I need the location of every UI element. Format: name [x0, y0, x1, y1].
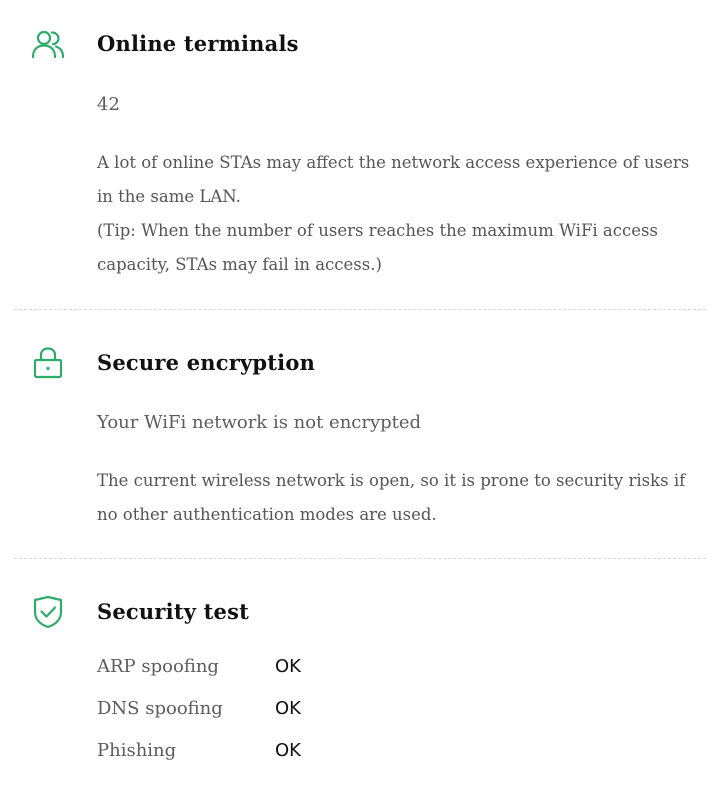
section-title: Security test — [97, 599, 250, 624]
users-icon — [30, 27, 66, 63]
lock-icon — [30, 345, 66, 381]
encryption-status: Your WiFi network is not encrypted — [97, 412, 422, 433]
dns-spoofing-label: DNS spoofing — [97, 698, 223, 719]
encryption-description: The current wireless network is open, so it is prone to security risks if no other authentication modes are used. — [97, 471, 691, 524]
online-terminals-description: A lot of online STAs may affect the network access experience of users in the same LAN. — [97, 153, 695, 206]
section-title: Online terminals — [97, 31, 299, 56]
section-divider — [14, 558, 706, 559]
shield-check-icon — [30, 594, 66, 630]
section-title: Secure encryption — [97, 350, 316, 375]
arp-spoofing-result: OK — [275, 656, 301, 677]
online-terminals-tip: (Tip: When the number of users reaches the maximum WiFi access capacity, STAs may fail in access.) — [97, 221, 664, 274]
phishing-result: OK — [275, 740, 301, 761]
dns-spoofing-result: OK — [275, 698, 301, 719]
arp-spoofing-label: ARP spoofing — [97, 656, 219, 677]
section-divider — [14, 309, 706, 310]
online-terminals-count: 42 — [97, 94, 120, 115]
phishing-label: Phishing — [97, 740, 177, 761]
